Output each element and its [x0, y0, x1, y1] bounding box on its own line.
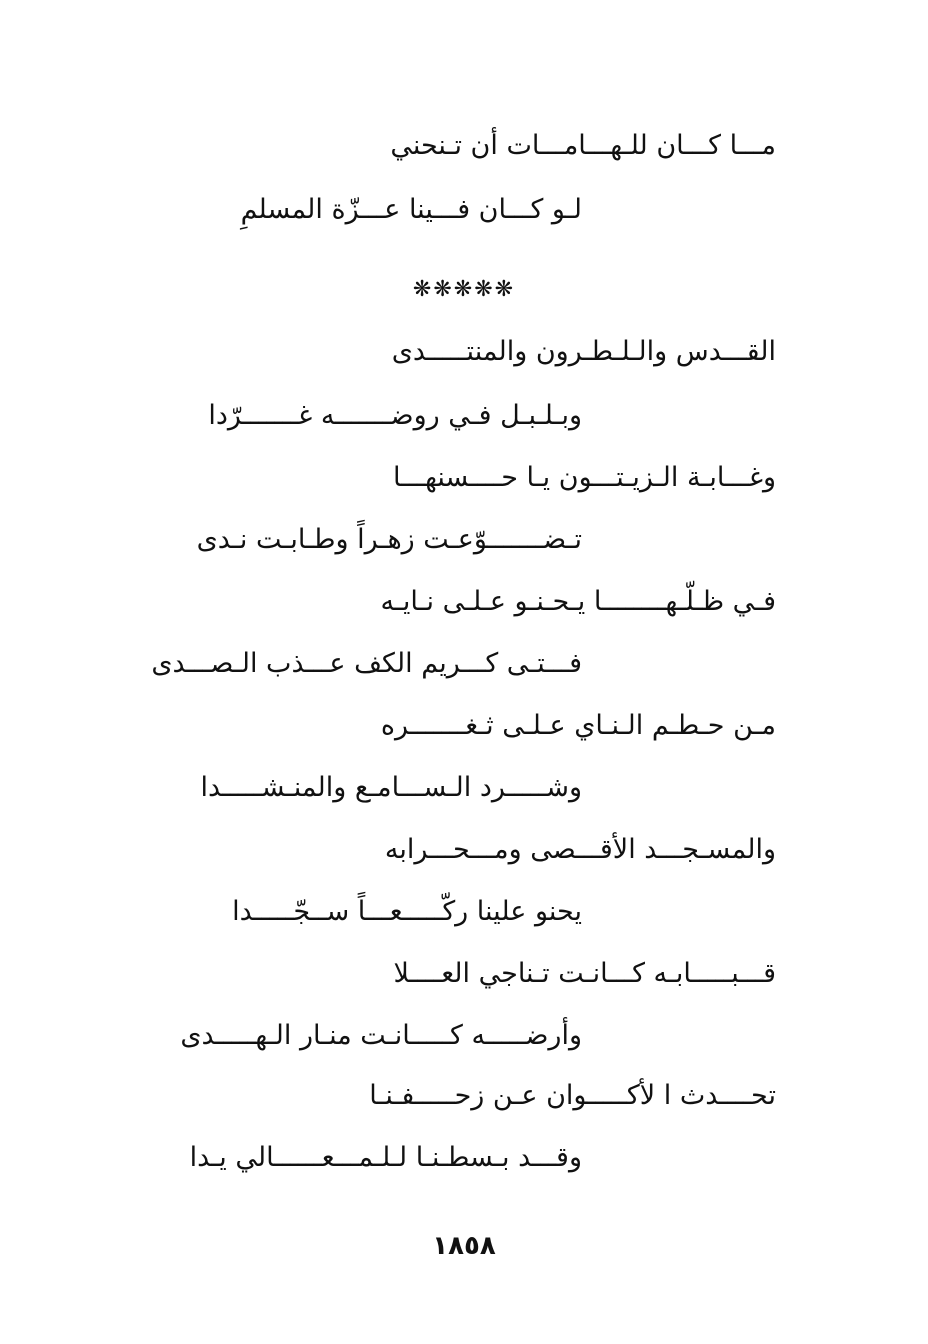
verse-line: مـــا كـــان للـهـــامـــات أن تـنحني — [390, 130, 776, 161]
verse-line: تحــــدث ا لأكـــــوان عـن زحـــــفـنـا — [369, 1080, 776, 1111]
verse-line: وقـــد بـسطـنـا لـلـمـــعــــــالي يـدا — [189, 1142, 582, 1173]
section-separator: ❋❋❋❋❋ — [412, 277, 516, 302]
verse-line: والمسـجـــد الأقـــصى ومـــحـــرابه — [384, 834, 776, 865]
verse-line: فـــتـى كـــريم الكف عـــذب الـصـــدى — [151, 648, 582, 679]
verse-line: وغـــابـة الـزيـتـــون يـا حــــسنهـــا — [393, 462, 776, 493]
verse-line: قـــبـــــابـه كـــانـت تـناجي العــــلا — [393, 958, 776, 989]
verse-line: فـي ظـلّـهــــــــا يـحـنـو عـلـى نـايـه — [380, 586, 776, 617]
verse-line: وأرضـــــه كـــــانـت منـار الـهـــــدى — [180, 1020, 582, 1051]
verse-line: تـضـــــــوّعـت زهـراً وطـابـت نـدى — [196, 524, 582, 555]
verse-line: وبـلـبـل فـي روضـــــــه غـــــــرّدا — [208, 400, 582, 431]
page-number: ١٨٥٨ — [432, 1231, 496, 1261]
verse-line: مـن حـطـم الـنـاي عـلـى ثـغـــــــره — [380, 710, 776, 741]
verse-line: يحنو علينا ركّـــــعـــاً ســجّـــــدا — [232, 896, 582, 927]
verse-line: القـــدس والـلـطـرون والمنتـــــدى — [391, 336, 776, 367]
verse-line: وشـــــرد الـســـامـع والمنـشـــــدا — [200, 772, 582, 803]
verse-line: لـو كـــان فـــينا عـــزّة المسلمِ — [240, 194, 582, 225]
